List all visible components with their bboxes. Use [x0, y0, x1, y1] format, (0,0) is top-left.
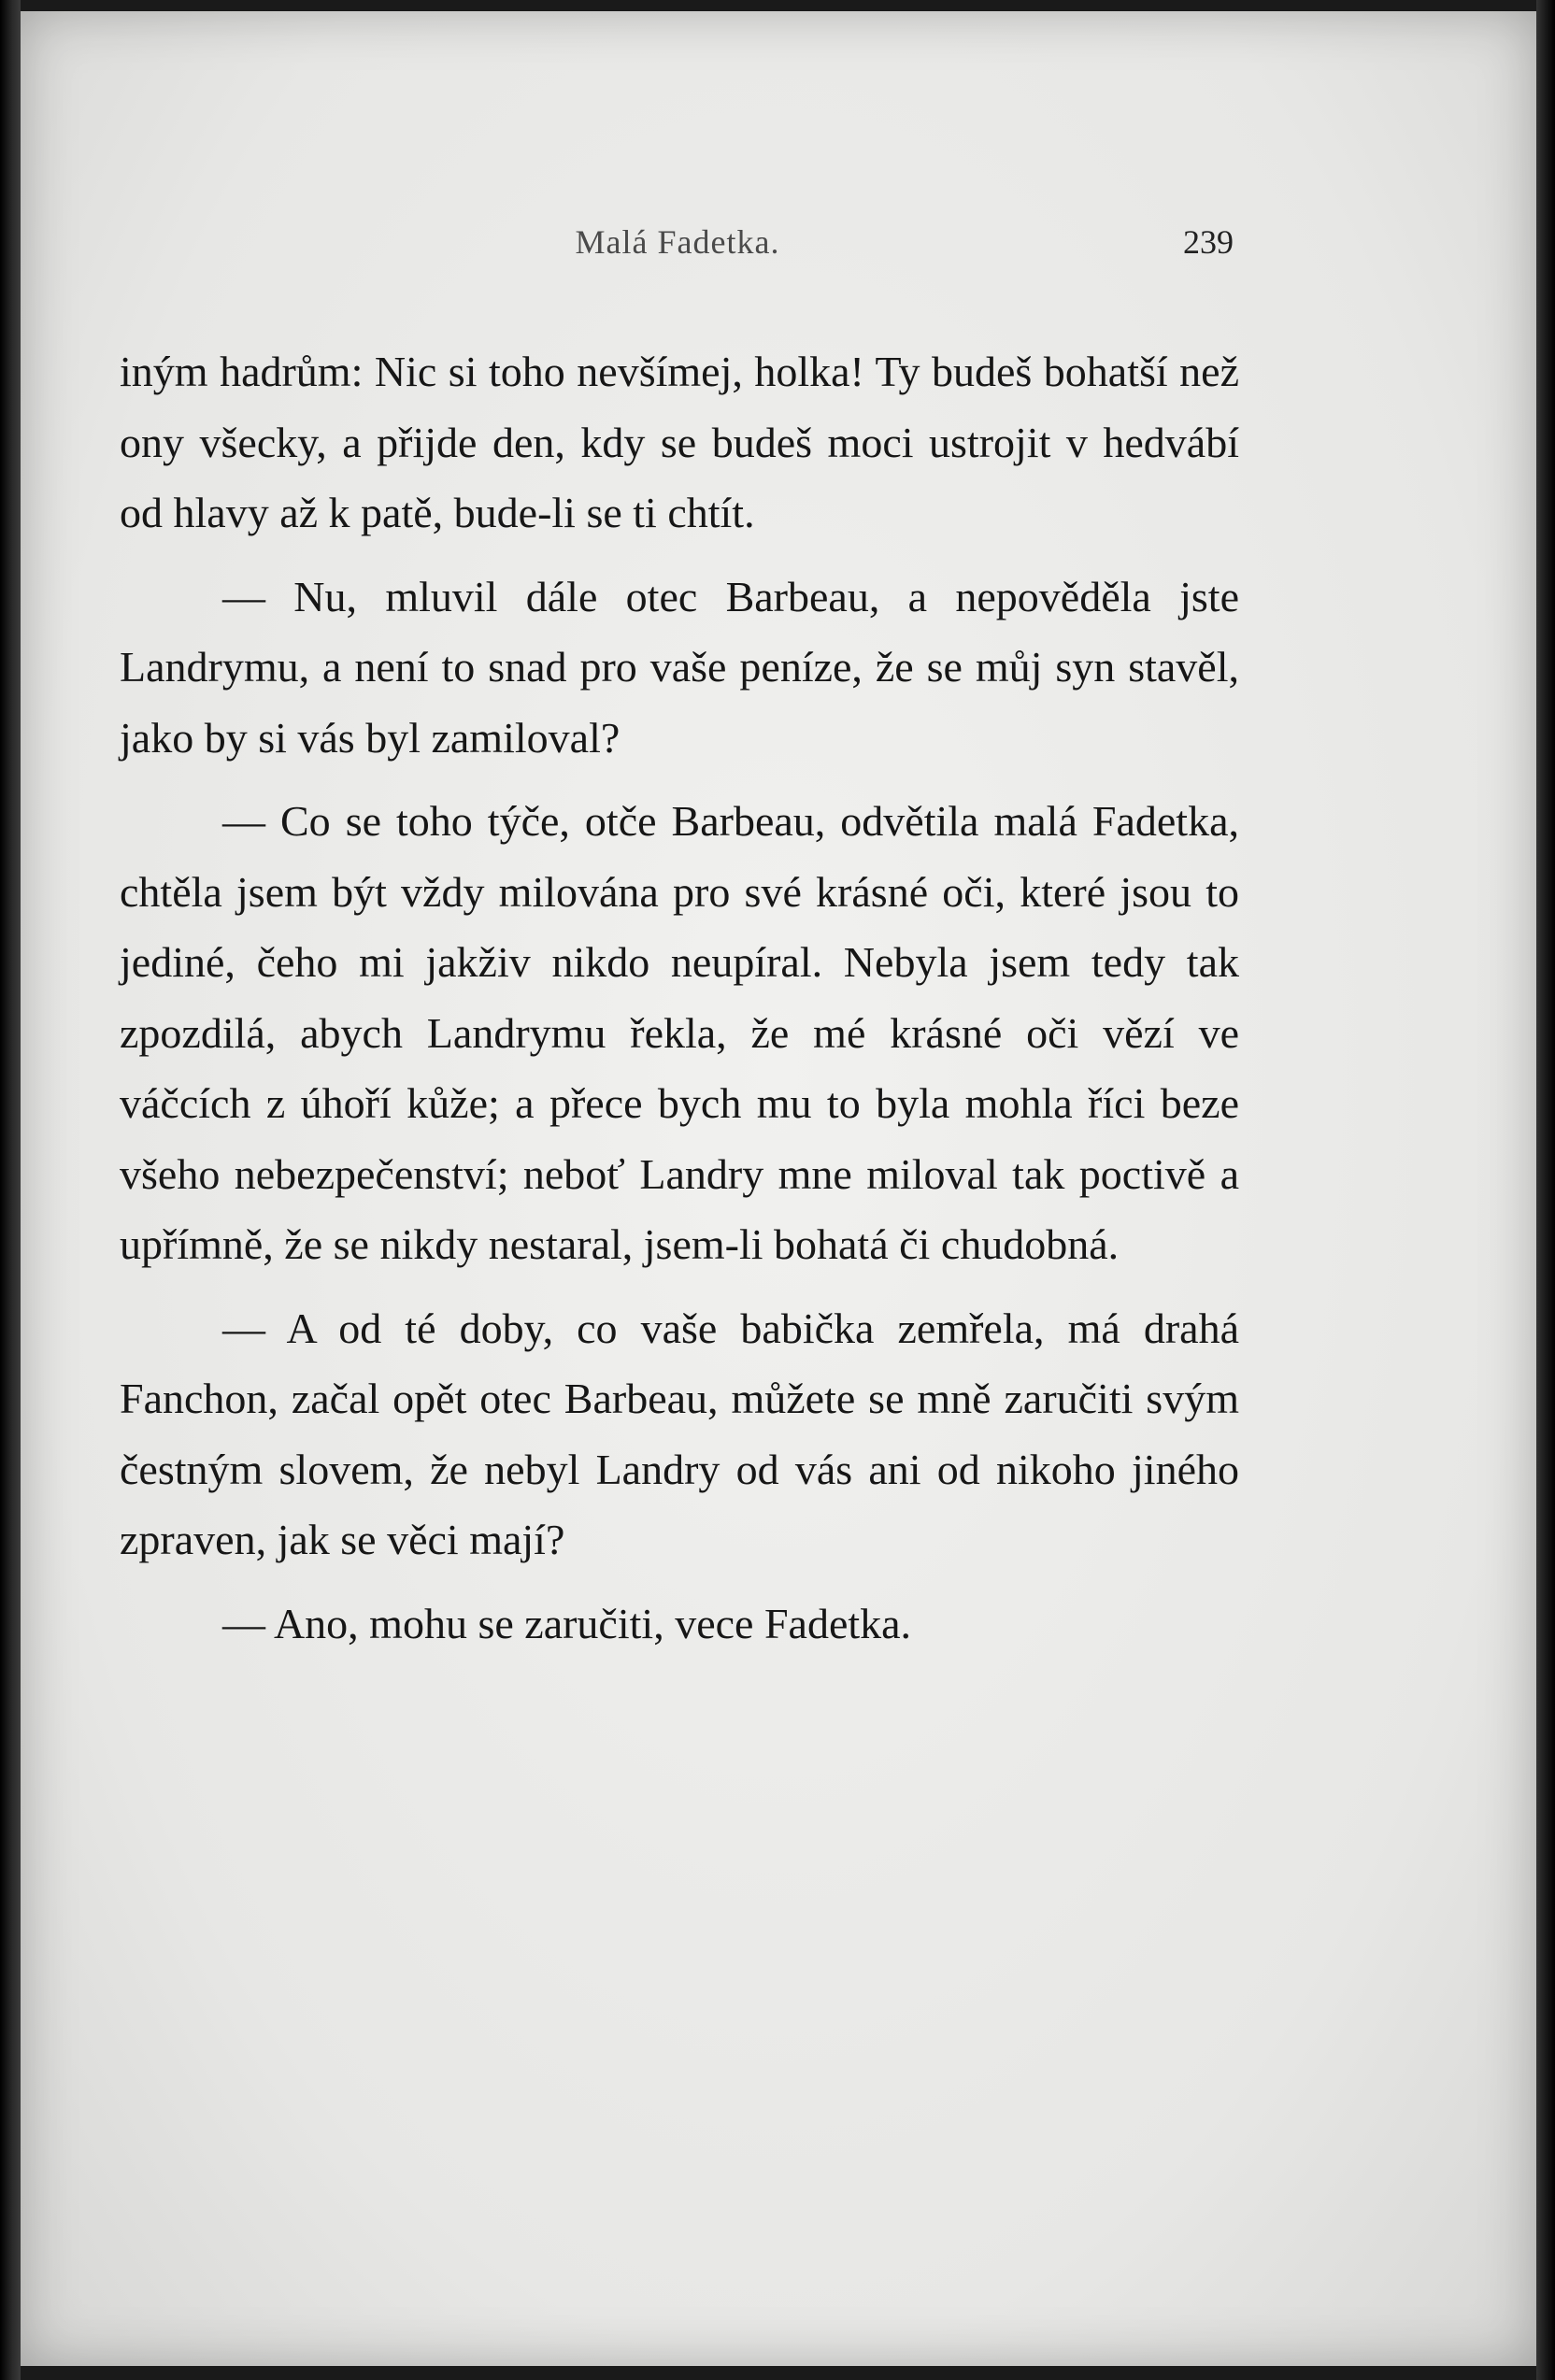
- paragraph-3: — Co se toho týče, otče Barbeau, odvětila malá Fadetka, chtěla jsem být vždy milována pro své krásné oči, které jsou to jediné, čeho mi jakživ nikdo neupíral. Nebyla jsem tedy tak zpozdilá, abych Landrymu řekla, že mé krásné oči vězí ve váčcích z úhoří kůže; a přece bych mu to byla mohla říci beze všeho nebezpečenství; neboť Landry mne miloval tak poctivě a upřímně, že se nikdy nestaral, jsem-li bohatá či chudobná.: [120, 797, 1239, 1268]
- paragraph-1: iným hadrům: Nic si toho nevšímej, holka! Ty budeš bohatší než ony všecky, a přijde den, kdy se budeš moci ustrojit v hedvábí od hlavy až k patě, bude-li se ti chtít.: [120, 348, 1239, 536]
- body-text: [120, 336, 1239, 1659]
- paragraph-2: — Nu, mluvil dále otec Barbeau, a nepověděla jste Landrymu, a není to snad pro vaše peníze, že se můj syn stavěl, jako by si vás byl zamiloval?: [120, 572, 1239, 762]
- paragraph-4: — A od té doby, co vaše babička zemřela, má drahá Fanchon, začal opět otec Barbeau, můžete se mně zaručiti svým čestným slovem, že nebyl Landry od vás ani od nikoho jiného zpraven, jak se věci mají?: [120, 1304, 1239, 1563]
- running-title: Malá Fadetka.: [575, 223, 780, 261]
- page-number: 239: [1183, 223, 1234, 261]
- paragraph-5: — Ano, mohu se zaručiti, vece Fadetka.: [222, 1599, 912, 1647]
- right-scan-border: [1536, 0, 1555, 2380]
- page-header: [121, 222, 1234, 278]
- left-scan-border: [0, 0, 21, 2380]
